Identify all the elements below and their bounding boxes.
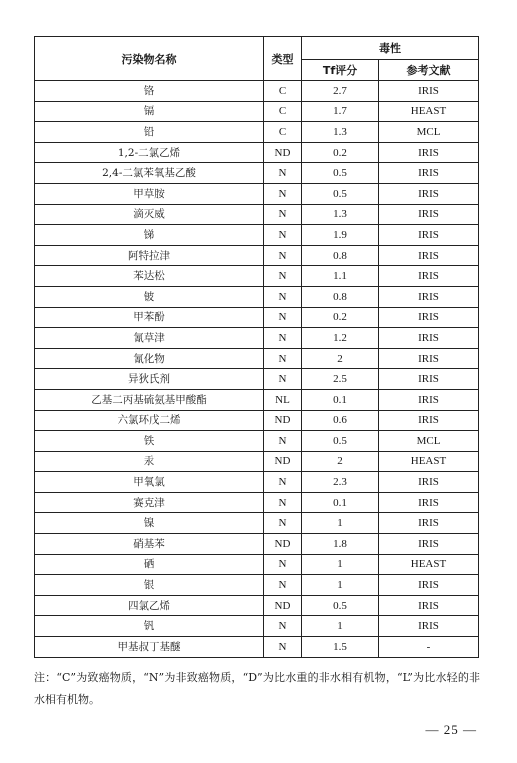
cell-pollutant-name: 六氯环戊二烯 bbox=[35, 410, 264, 431]
cell-type: N bbox=[264, 225, 302, 246]
cell-type: N bbox=[264, 492, 302, 513]
table-row bbox=[35, 122, 479, 143]
cell-pollutant-name: 钒 bbox=[35, 616, 264, 637]
cell-tf-score: 1.3 bbox=[302, 122, 379, 143]
table-row bbox=[35, 204, 479, 225]
table-row bbox=[35, 163, 479, 184]
cell-reference: IRIS bbox=[379, 410, 479, 431]
table-row bbox=[35, 245, 479, 266]
cell-type: N bbox=[264, 307, 302, 328]
table-row bbox=[35, 142, 479, 163]
cell-tf-score: 1.2 bbox=[302, 328, 379, 349]
cell-reference: IRIS bbox=[379, 225, 479, 246]
cell-tf-score: 2 bbox=[302, 451, 379, 472]
cell-tf-score: 1 bbox=[302, 513, 379, 534]
table-row bbox=[35, 595, 479, 616]
cell-pollutant-name: 赛克津 bbox=[35, 492, 264, 513]
cell-tf-score: 1.8 bbox=[302, 534, 379, 555]
cell-reference: HEAST bbox=[379, 101, 479, 122]
cell-tf-score: 0.5 bbox=[302, 163, 379, 184]
cell-tf-score: 0.8 bbox=[302, 286, 379, 307]
cell-type: C bbox=[264, 101, 302, 122]
toxicity-table bbox=[34, 36, 479, 658]
cell-type: N bbox=[264, 204, 302, 225]
cell-type: NL bbox=[264, 389, 302, 410]
table-row bbox=[35, 451, 479, 472]
cell-reference: IRIS bbox=[379, 492, 479, 513]
cell-type: N bbox=[264, 431, 302, 452]
cell-type: N bbox=[264, 513, 302, 534]
cell-reference: - bbox=[379, 637, 479, 658]
cell-type: N bbox=[264, 163, 302, 184]
table-body bbox=[35, 81, 479, 658]
cell-pollutant-name: 甲基叔丁基醚 bbox=[35, 637, 264, 658]
cell-pollutant-name: 甲苯酚 bbox=[35, 307, 264, 328]
cell-reference: HEAST bbox=[379, 554, 479, 575]
cell-pollutant-name: 氰化物 bbox=[35, 348, 264, 369]
cell-pollutant-name: 甲氧氯 bbox=[35, 472, 264, 493]
cell-pollutant-name: 苯达松 bbox=[35, 266, 264, 287]
cell-type: N bbox=[264, 554, 302, 575]
cell-reference: IRIS bbox=[379, 163, 479, 184]
cell-type: N bbox=[264, 472, 302, 493]
table-row bbox=[35, 183, 479, 204]
cell-tf-score: 1.5 bbox=[302, 637, 379, 658]
table-row bbox=[35, 328, 479, 349]
cell-pollutant-name: 阿特拉津 bbox=[35, 245, 264, 266]
table-row bbox=[35, 492, 479, 513]
cell-tf-score: 1 bbox=[302, 616, 379, 637]
cell-reference: IRIS bbox=[379, 472, 479, 493]
table-row bbox=[35, 101, 479, 122]
cell-type: ND bbox=[264, 142, 302, 163]
header-reference: 参考文献 bbox=[379, 60, 479, 81]
table-row bbox=[35, 348, 479, 369]
cell-type: N bbox=[264, 369, 302, 390]
cell-tf-score: 0.5 bbox=[302, 183, 379, 204]
cell-pollutant-name: 硒 bbox=[35, 554, 264, 575]
cell-type: ND bbox=[264, 451, 302, 472]
cell-reference: IRIS bbox=[379, 286, 479, 307]
cell-tf-score: 0.5 bbox=[302, 595, 379, 616]
cell-type: N bbox=[264, 245, 302, 266]
cell-pollutant-name: 四氯乙烯 bbox=[35, 595, 264, 616]
cell-reference: IRIS bbox=[379, 534, 479, 555]
table-row bbox=[35, 81, 479, 102]
header-type: 类型 bbox=[264, 37, 302, 81]
cell-tf-score: 1.7 bbox=[302, 101, 379, 122]
cell-pollutant-name: 铍 bbox=[35, 286, 264, 307]
header-toxicity: 毒性 bbox=[302, 37, 479, 60]
cell-reference: IRIS bbox=[379, 616, 479, 637]
cell-type: N bbox=[264, 637, 302, 658]
table-row bbox=[35, 554, 479, 575]
header-tf-score: Tf评分 bbox=[302, 60, 379, 81]
cell-reference: IRIS bbox=[379, 389, 479, 410]
table-row bbox=[35, 286, 479, 307]
table-row bbox=[35, 472, 479, 493]
header-pollutant-name: 污染物名称 bbox=[35, 37, 264, 81]
cell-pollutant-name: 异狄氏剂 bbox=[35, 369, 264, 390]
cell-tf-score: 1.3 bbox=[302, 204, 379, 225]
table-row bbox=[35, 431, 479, 452]
cell-type: N bbox=[264, 575, 302, 596]
cell-pollutant-name: 2,4-二氯苯氧基乙酸 bbox=[35, 163, 264, 184]
cell-tf-score: 0.6 bbox=[302, 410, 379, 431]
cell-tf-score: 2.3 bbox=[302, 472, 379, 493]
cell-reference: IRIS bbox=[379, 328, 479, 349]
cell-reference: IRIS bbox=[379, 513, 479, 534]
cell-tf-score: 1 bbox=[302, 554, 379, 575]
table-row bbox=[35, 534, 479, 555]
cell-type: N bbox=[264, 616, 302, 637]
cell-reference: MCL bbox=[379, 122, 479, 143]
table-row bbox=[35, 307, 479, 328]
cell-pollutant-name: 银 bbox=[35, 575, 264, 596]
table-footnote: 注：“C”为致癌物质，“N”为非致癌物质，“D”为比水重的非水相有机物，“L”为比水轻的非水相有机物。 bbox=[34, 671, 480, 706]
cell-type: C bbox=[264, 81, 302, 102]
cell-reference: HEAST bbox=[379, 451, 479, 472]
page-number: — 25 — bbox=[425, 722, 477, 737]
cell-tf-score: 1.1 bbox=[302, 266, 379, 287]
cell-pollutant-name: 滴灭威 bbox=[35, 204, 264, 225]
table-row bbox=[35, 389, 479, 410]
table-row bbox=[35, 369, 479, 390]
cell-pollutant-name: 1,2-二氯乙烯 bbox=[35, 142, 264, 163]
cell-type: N bbox=[264, 266, 302, 287]
cell-pollutant-name: 铬 bbox=[35, 81, 264, 102]
cell-reference: IRIS bbox=[379, 369, 479, 390]
table-row bbox=[35, 513, 479, 534]
table-row bbox=[35, 225, 479, 246]
cell-pollutant-name: 甲草胺 bbox=[35, 183, 264, 204]
cell-reference: IRIS bbox=[379, 348, 479, 369]
cell-tf-score: 0.1 bbox=[302, 389, 379, 410]
cell-tf-score: 0.8 bbox=[302, 245, 379, 266]
table-row bbox=[35, 410, 479, 431]
table-row bbox=[35, 575, 479, 596]
cell-pollutant-name: 镍 bbox=[35, 513, 264, 534]
cell-pollutant-name: 铅 bbox=[35, 122, 264, 143]
cell-pollutant-name: 硝基苯 bbox=[35, 534, 264, 555]
cell-tf-score: 1 bbox=[302, 575, 379, 596]
cell-type: ND bbox=[264, 410, 302, 431]
cell-reference: IRIS bbox=[379, 266, 479, 287]
cell-tf-score: 0.5 bbox=[302, 431, 379, 452]
table-header bbox=[35, 37, 479, 81]
cell-type: N bbox=[264, 183, 302, 204]
cell-pollutant-name: 镉 bbox=[35, 101, 264, 122]
table-row bbox=[35, 266, 479, 287]
cell-pollutant-name: 锑 bbox=[35, 225, 264, 246]
cell-reference: MCL bbox=[379, 431, 479, 452]
cell-pollutant-name: 铁 bbox=[35, 431, 264, 452]
cell-tf-score: 2.7 bbox=[302, 81, 379, 102]
cell-pollutant-name: 汞 bbox=[35, 451, 264, 472]
cell-tf-score: 1.9 bbox=[302, 225, 379, 246]
cell-reference: IRIS bbox=[379, 204, 479, 225]
cell-reference: IRIS bbox=[379, 81, 479, 102]
cell-tf-score: 2 bbox=[302, 348, 379, 369]
cell-reference: IRIS bbox=[379, 183, 479, 204]
cell-type: C bbox=[264, 122, 302, 143]
cell-reference: IRIS bbox=[379, 142, 479, 163]
cell-reference: IRIS bbox=[379, 575, 479, 596]
cell-type: N bbox=[264, 328, 302, 349]
cell-tf-score: 0.2 bbox=[302, 142, 379, 163]
cell-tf-score: 0.2 bbox=[302, 307, 379, 328]
cell-type: ND bbox=[264, 534, 302, 555]
cell-tf-score: 2.5 bbox=[302, 369, 379, 390]
cell-pollutant-name: 乙基二丙基硫氨基甲酸酯 bbox=[35, 389, 264, 410]
cell-type: ND bbox=[264, 595, 302, 616]
cell-tf-score: 0.1 bbox=[302, 492, 379, 513]
cell-pollutant-name: 氰草津 bbox=[35, 328, 264, 349]
cell-reference: IRIS bbox=[379, 307, 479, 328]
table-row bbox=[35, 637, 479, 658]
cell-type: N bbox=[264, 286, 302, 307]
cell-reference: IRIS bbox=[379, 595, 479, 616]
cell-type: N bbox=[264, 348, 302, 369]
table-row bbox=[35, 616, 479, 637]
cell-reference: IRIS bbox=[379, 245, 479, 266]
